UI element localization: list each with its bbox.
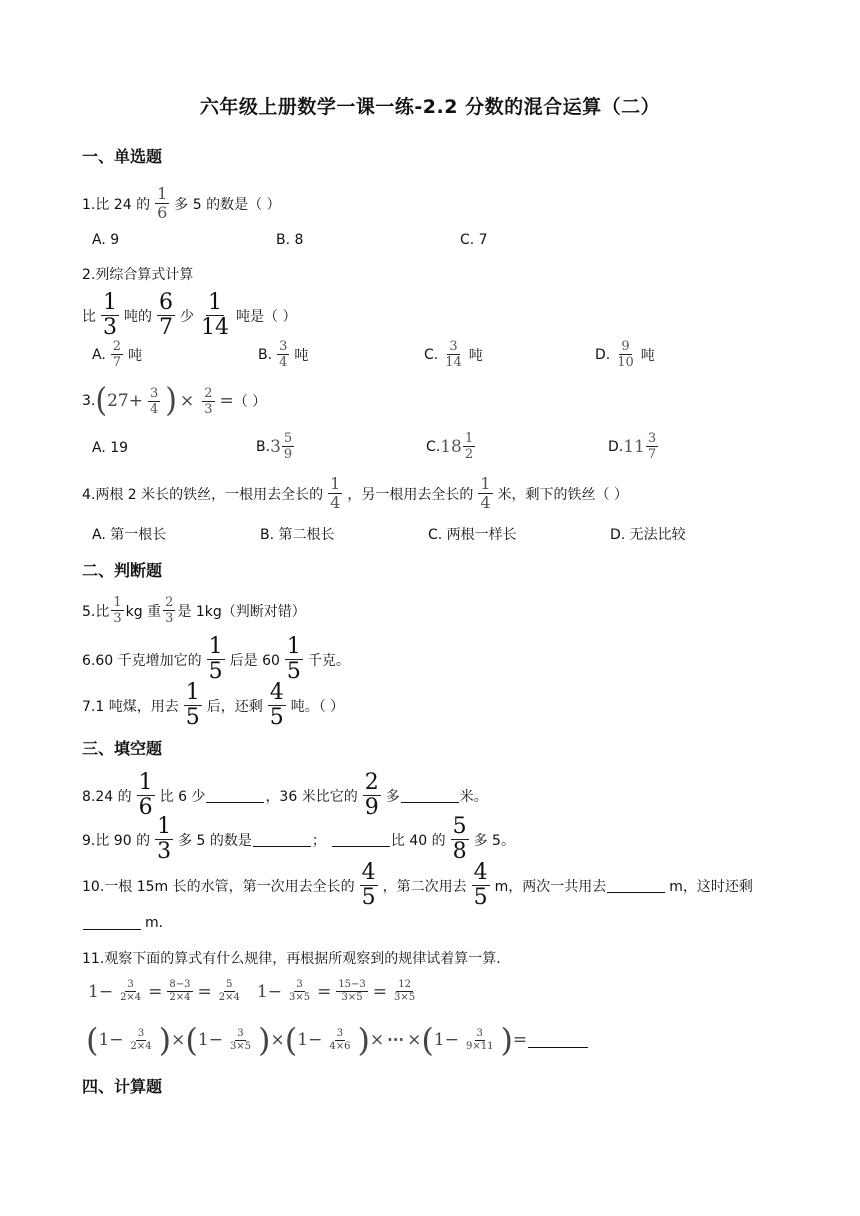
section-heading-3: 三、填空题 [82,739,163,758]
q6-fraction-1: 1 5 [208,634,223,684]
q2-option-b-fraction: 3 4 [279,339,288,370]
q8-text-5: 米。 [459,788,488,805]
q2-fraction-1: 1 3 [103,290,117,340]
section-heading-1: 一、单选题 [82,147,163,166]
q10-answer-blank-2[interactable] [83,915,141,930]
q10-text-4: m，这时还剩 [669,878,753,895]
q5-text-1: 5.比 [82,603,110,620]
q3-fraction-1: $\frac{3}{4}$ [149,385,159,417]
q10-text-1: 10.一根 15m 长的水管，第一次用去全长的 [82,878,355,895]
q5-text-2: kg 重 [125,603,162,620]
q11-example-expressions [88,980,422,1003]
q8-text-4: 多 [385,788,400,805]
q8-text-2: 比 6 少 [159,788,206,805]
q9-fraction-2: 5 8 [452,814,467,864]
q2-option-a[interactable]: A. 2 7 吨 [92,339,143,370]
q6-text-2: 后是 60 [229,652,280,669]
q7-text-2: 后，还剩 [206,698,263,715]
q4-option-d[interactable]: D. 无法比较 [610,527,686,543]
q11-product: ( 1− $\frac{3}{2\times 4}$ ) × ( 1− $\frac{3}{3\times 5}$ ) × ( 1− $\frac{3}{4\times 6}$ ) × ⋯ × ( 1− $\frac{3}{9\times 11}$ ) = [86,1021,528,1059]
q10-text-3: m，两次一共用去 [494,878,607,895]
q3-option-c-mixed: 18 1 2 [440,431,474,462]
question-8 [82,772,488,819]
q7-fraction-1: 1 5 [185,680,200,730]
question-2 [82,292,296,339]
q10-answer-blank-1[interactable] [607,878,665,893]
q9-text-1: 9.比 90 的 [82,832,151,849]
q2-fraction-3: 1 14 [201,290,229,340]
q7-text-3: 吨。（ ） [290,698,345,715]
q2-option-a-fraction: 2 7 [112,339,122,370]
q8-fraction-1: 1 6 [138,770,153,820]
question-5 [82,596,306,625]
q5-fraction-1: 1 3 [113,595,122,626]
q4-fraction-1: 1 4 [330,474,341,512]
q1-text-before: 1.比 24 的 [82,196,151,213]
section-heading-2: 二、判断题 [82,561,163,580]
q9-answer-blank-2[interactable] [332,832,390,847]
question-4 [82,476,628,511]
q7-fraction-2: 4 5 [269,680,284,730]
q10-text-5: m． [145,915,173,931]
q11-example-2: 1− $\frac{3}{3\times 5}$ = $\frac{15-3}{3\times 5}$ = $\frac{12}{3\times 5}$ [256,979,416,1003]
q8-text-1: 8.24 的 [82,788,132,805]
q11-prod-frac-2: $\frac{3}{3\times 5}$ [229,1027,252,1052]
q9-text-3: ； [311,832,326,849]
q11-e2-frac-a: $\frac{3}{3\times 5}$ [288,979,311,1003]
q11-product-expression [86,1021,589,1059]
q2-option-d[interactable]: D. 9 10 吨 [595,339,655,370]
q6-fraction-2: 1 5 [286,634,301,684]
question-1 [82,186,281,221]
q3-option-d[interactable]: D. 11 3 7 [608,431,657,462]
q3-right-paren: ) [165,381,177,420]
q2-option-c-fraction: 3 14 [445,339,462,370]
q6-text-1: 6.60 千克增加它的 [82,652,202,669]
question-10 [82,862,753,909]
q3-option-d-mixed: 11 3 7 [623,431,657,462]
q9-answer-blank-1[interactable] [253,832,311,847]
q1-fraction: 1 6 [157,184,168,222]
q2-fraction-2: 6 7 [159,290,173,340]
q3-option-c[interactable]: C. 18 1 2 [426,431,474,462]
q2-text-1: 比 [82,308,96,325]
question-11-stem: 11.观察下面的算式有什么规律，再根据所观察到的规律试着算一算. [82,951,501,967]
question-6 [82,636,350,683]
q10-text-2: ，第二次用去 [382,878,467,895]
q11-e1-frac-c: $\frac{5}{2\times 4}$ [218,979,240,1003]
q3-left-paren: ( [95,381,108,420]
question-2-stem: 2.列综合算式计算 [82,267,194,283]
q2-text-4: 吨是（ ） [236,308,297,325]
q9-text-4: 比 40 的 [390,832,446,849]
q11-prod-frac-1: $\frac{3}{2\times 4}$ [130,1027,152,1052]
question-9 [82,816,515,863]
q8-answer-blank-2[interactable] [401,788,459,803]
q5-text-3: 是 1kg（判断对错） [177,603,306,620]
q10-fraction-1: 4 5 [361,860,376,910]
q11-e1-frac-b: $\frac{8-3}{2\times 4}$ [169,979,191,1003]
q8-fraction-2: 2 9 [364,770,379,820]
section-heading-4: 四、计算题 [82,1077,163,1096]
q4-option-a[interactable]: A. 第一根长 [92,527,167,543]
q3-option-a[interactable]: A. 19 [92,440,129,456]
q4-option-c[interactable]: C. 两根一样长 [428,527,517,543]
q11-prod-frac-4: $\frac{3}{9\times 11}$ [465,1027,494,1052]
q11-prod-frac-3: $\frac{3}{4\times 6}$ [329,1027,351,1052]
q3-text-after: （ ） [233,394,267,410]
q9-text-5: 多 5。 [473,832,515,849]
q6-text-3: 千克。 [307,652,350,669]
q9-text-2: 多 5 的数是 [178,832,252,849]
q4-text-2: ，另一根用去全长的 [347,486,474,503]
q11-e2-frac-c: $\frac{12}{3\times 5}$ [394,979,416,1003]
q4-text-1: 4.两根 2 米长的铁丝，一根用去全长的 [82,486,324,503]
q2-option-c[interactable]: C. 3 14 吨 [424,339,483,370]
question-7 [82,682,344,729]
question-3 [82,381,267,420]
q3-expression: ( 27+ $\frac{3}{4}$ ) × $\frac{2}{3}$ = [95,381,234,420]
q8-answer-blank-1[interactable] [206,788,264,803]
q9-fraction-1: 1 3 [157,814,172,864]
q7-text-1: 7.1 吨煤，用去 [82,698,179,715]
page-title: 六年级上册数学一课一练-2.2 分数的混合运算（二） [199,96,661,118]
q11-e1-frac-a: $\frac{3}{2\times 4}$ [120,979,142,1003]
q3-fraction-2: $\frac{2}{3}$ [204,385,213,417]
q1-option-b[interactable]: B. 8 [276,232,304,248]
q3-option-b-mixed: 3 5 9 [270,431,293,462]
q11-answer-blank[interactable] [528,1033,588,1048]
question-10-continued [82,912,173,932]
q4-fraction-2: 1 4 [480,474,491,512]
q11-e2-frac-b: $\frac{15-3}{3\times 5}$ [338,979,366,1003]
q10-fraction-2: 4 5 [473,860,488,910]
q11-example-1: 1− $\frac{3}{2\times 4}$ = $\frac{8-3}{2\times 4}$ = $\frac{5}{2\times 4}$ [88,979,240,1003]
q3-number: 3. [82,393,96,409]
q2-text-2: 吨的 [124,308,152,325]
q8-text-3: ，36 米比它的 [265,788,358,805]
q1-option-c[interactable]: C. 7 [460,232,488,248]
q4-option-b[interactable]: B. 第二根长 [260,527,335,543]
q2-option-d-fraction: 9 10 [617,339,634,370]
q5-fraction-2: 2 3 [165,595,174,626]
q2-text-3: 少 [180,308,194,325]
q2-option-b[interactable]: B. 3 4 吨 [258,339,309,370]
q4-text-3: 米，剩下的铁丝（ ） [497,486,628,503]
q3-option-b[interactable]: B. 3 5 9 [256,431,293,462]
q1-text-after: 多 5 的数是（ ） [174,196,281,213]
q1-option-a[interactable]: A. 9 [92,232,120,248]
